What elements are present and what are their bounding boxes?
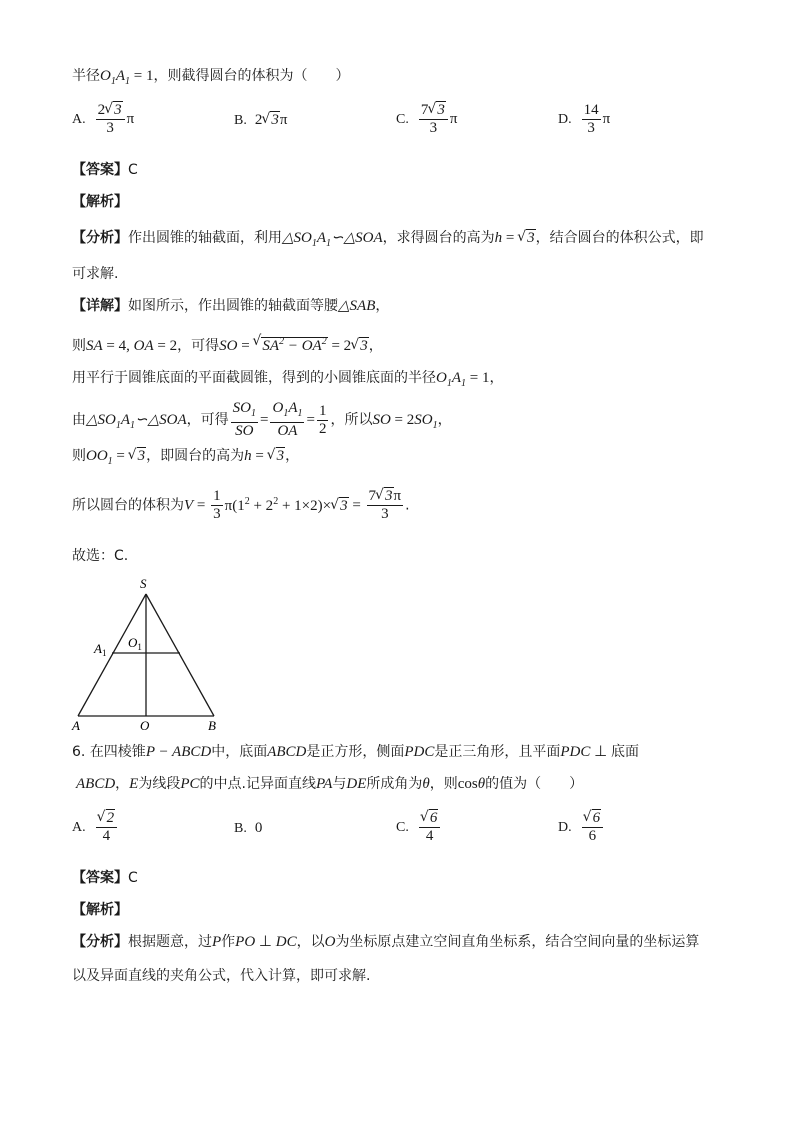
q5-answer	[72, 160, 138, 180]
q5-pick: 故选：C.	[72, 548, 129, 564]
option-label: D.	[558, 111, 572, 127]
q5-stem-line	[72, 66, 349, 92]
q6-stem-line2: ABCD，E为线段PC的中点.记异面直线PA与DE所成角为θ，则cosθ的值为（ ）	[76, 776, 584, 792]
q6-fenxi-line1: 【分析】根据题意，过P作PO ⊥ DC，以O为坐标原点建立空间直角坐标系，结合空间向量的坐标运算	[72, 934, 700, 950]
q5-detail-line1: 【详解】如图所示，作出圆锥的轴截面等腰△SAB，	[72, 298, 390, 314]
q5-fenxi-line1: 【分析】作出圆锥的轴截面，利用$\triangle SO_1A_1∽\triangle SOA$，求得圆台的高为h = √ 3，结合圆台的体积公式，即	[72, 228, 704, 254]
label-a1: $A_1$	[94, 641, 107, 658]
option-label: D.	[558, 819, 572, 835]
math-eq1: = 1	[130, 68, 154, 84]
option-label: A.	[72, 111, 86, 127]
q5-detail-line2: 则SA = 4, OA = 2，可得SO = √ $SA^2 - OA^2 = 2√$ 3，	[72, 332, 383, 356]
q6-answer: 【答案】C	[72, 870, 138, 886]
option-text: 0	[254, 820, 263, 836]
q5-detail-line5: 则$OO_1$ = √ 3，即圆台的高为h = √ 3，	[72, 446, 299, 472]
label-o: O	[140, 718, 150, 732]
label-o1: $O_1$	[128, 635, 142, 652]
text: 半径	[72, 68, 100, 84]
q6-stem-line1: 6. 在四棱锥P − ABCD中，底面ABCD是正方形，侧面PDC是正三角形，且平面PDC ⊥ 底面	[72, 744, 639, 760]
math-o1a1: $O_1A_1$	[100, 68, 131, 87]
q6-option-a[interactable]: A. √ $\frac{2}{4}$	[72, 810, 119, 845]
q5-option-c[interactable]: C. $\frac{7√ 3}{3}$ π	[396, 102, 457, 137]
q5-option-d[interactable]: D. $\frac{14}{3}$ π	[558, 102, 611, 136]
q5-fenxi-line2: 可求解.	[72, 266, 119, 282]
q5-option-a[interactable]: A. $\frac{2√ 3}{3}$ π	[72, 102, 134, 137]
text: ，则截得圆台的体积为（ ）	[153, 68, 350, 84]
label-a: A	[72, 718, 80, 732]
frac: $\frac{14}{3}$	[583, 102, 599, 136]
answer-tag: 【答案】	[72, 162, 128, 178]
option-label: B.	[234, 112, 247, 128]
label-s: S	[140, 576, 147, 591]
q6-fenxi-line2: 以及异面直线的夹角公式，代入计算，即可求解.	[72, 968, 371, 984]
option-label: A.	[72, 819, 86, 835]
frac: $\frac{2√ 3}{3}$	[96, 102, 125, 137]
q5-detail-line4: 由$\triangle SO_1A_1∽\triangle SOA$，可得 $\frac{SO_1}{SO}$ = $\frac{O_1A_1}{OA}$ = $\frac{1}{2}$ ，所以SO = $2SO_1$，	[72, 400, 452, 439]
answer-value: C	[128, 162, 138, 178]
option-label: B.	[234, 820, 247, 836]
q5-analysis-tag: 【解析】	[72, 194, 128, 210]
q6-option-c[interactable]: C. √ $\frac{6}{4}$	[396, 810, 442, 845]
edge-sa	[78, 594, 146, 716]
q5-option-b[interactable]: B. 2√ 3π	[234, 112, 287, 129]
q6-option-b[interactable]	[234, 820, 262, 837]
q5-detail-line6: 所以圆台的体积为V = $\frac{1}{3}$ $\pi(1^2 + 2^2 + 1\times 2)\times√$ 3 = $\frac{7√ 3\pi}{3}$ .	[72, 488, 410, 523]
q5-detail-line3: 用平行于圆锥底面的平面截圆锥，得到的小圆锥底面的半径$O_1A_1 = 1$，	[72, 370, 504, 389]
label-b: B	[208, 718, 216, 732]
q6-analysis-tag: 【解析】	[72, 902, 128, 918]
option-label: C.	[396, 111, 409, 127]
cone-cross-section-diagram	[66, 574, 226, 732]
option-label: C.	[396, 819, 409, 835]
q6-option-d[interactable]: D. √ $\frac{6}{6}$	[558, 810, 605, 845]
frac: $\frac{7√ 3}{3}$	[419, 102, 448, 137]
edge-sb	[146, 594, 214, 716]
